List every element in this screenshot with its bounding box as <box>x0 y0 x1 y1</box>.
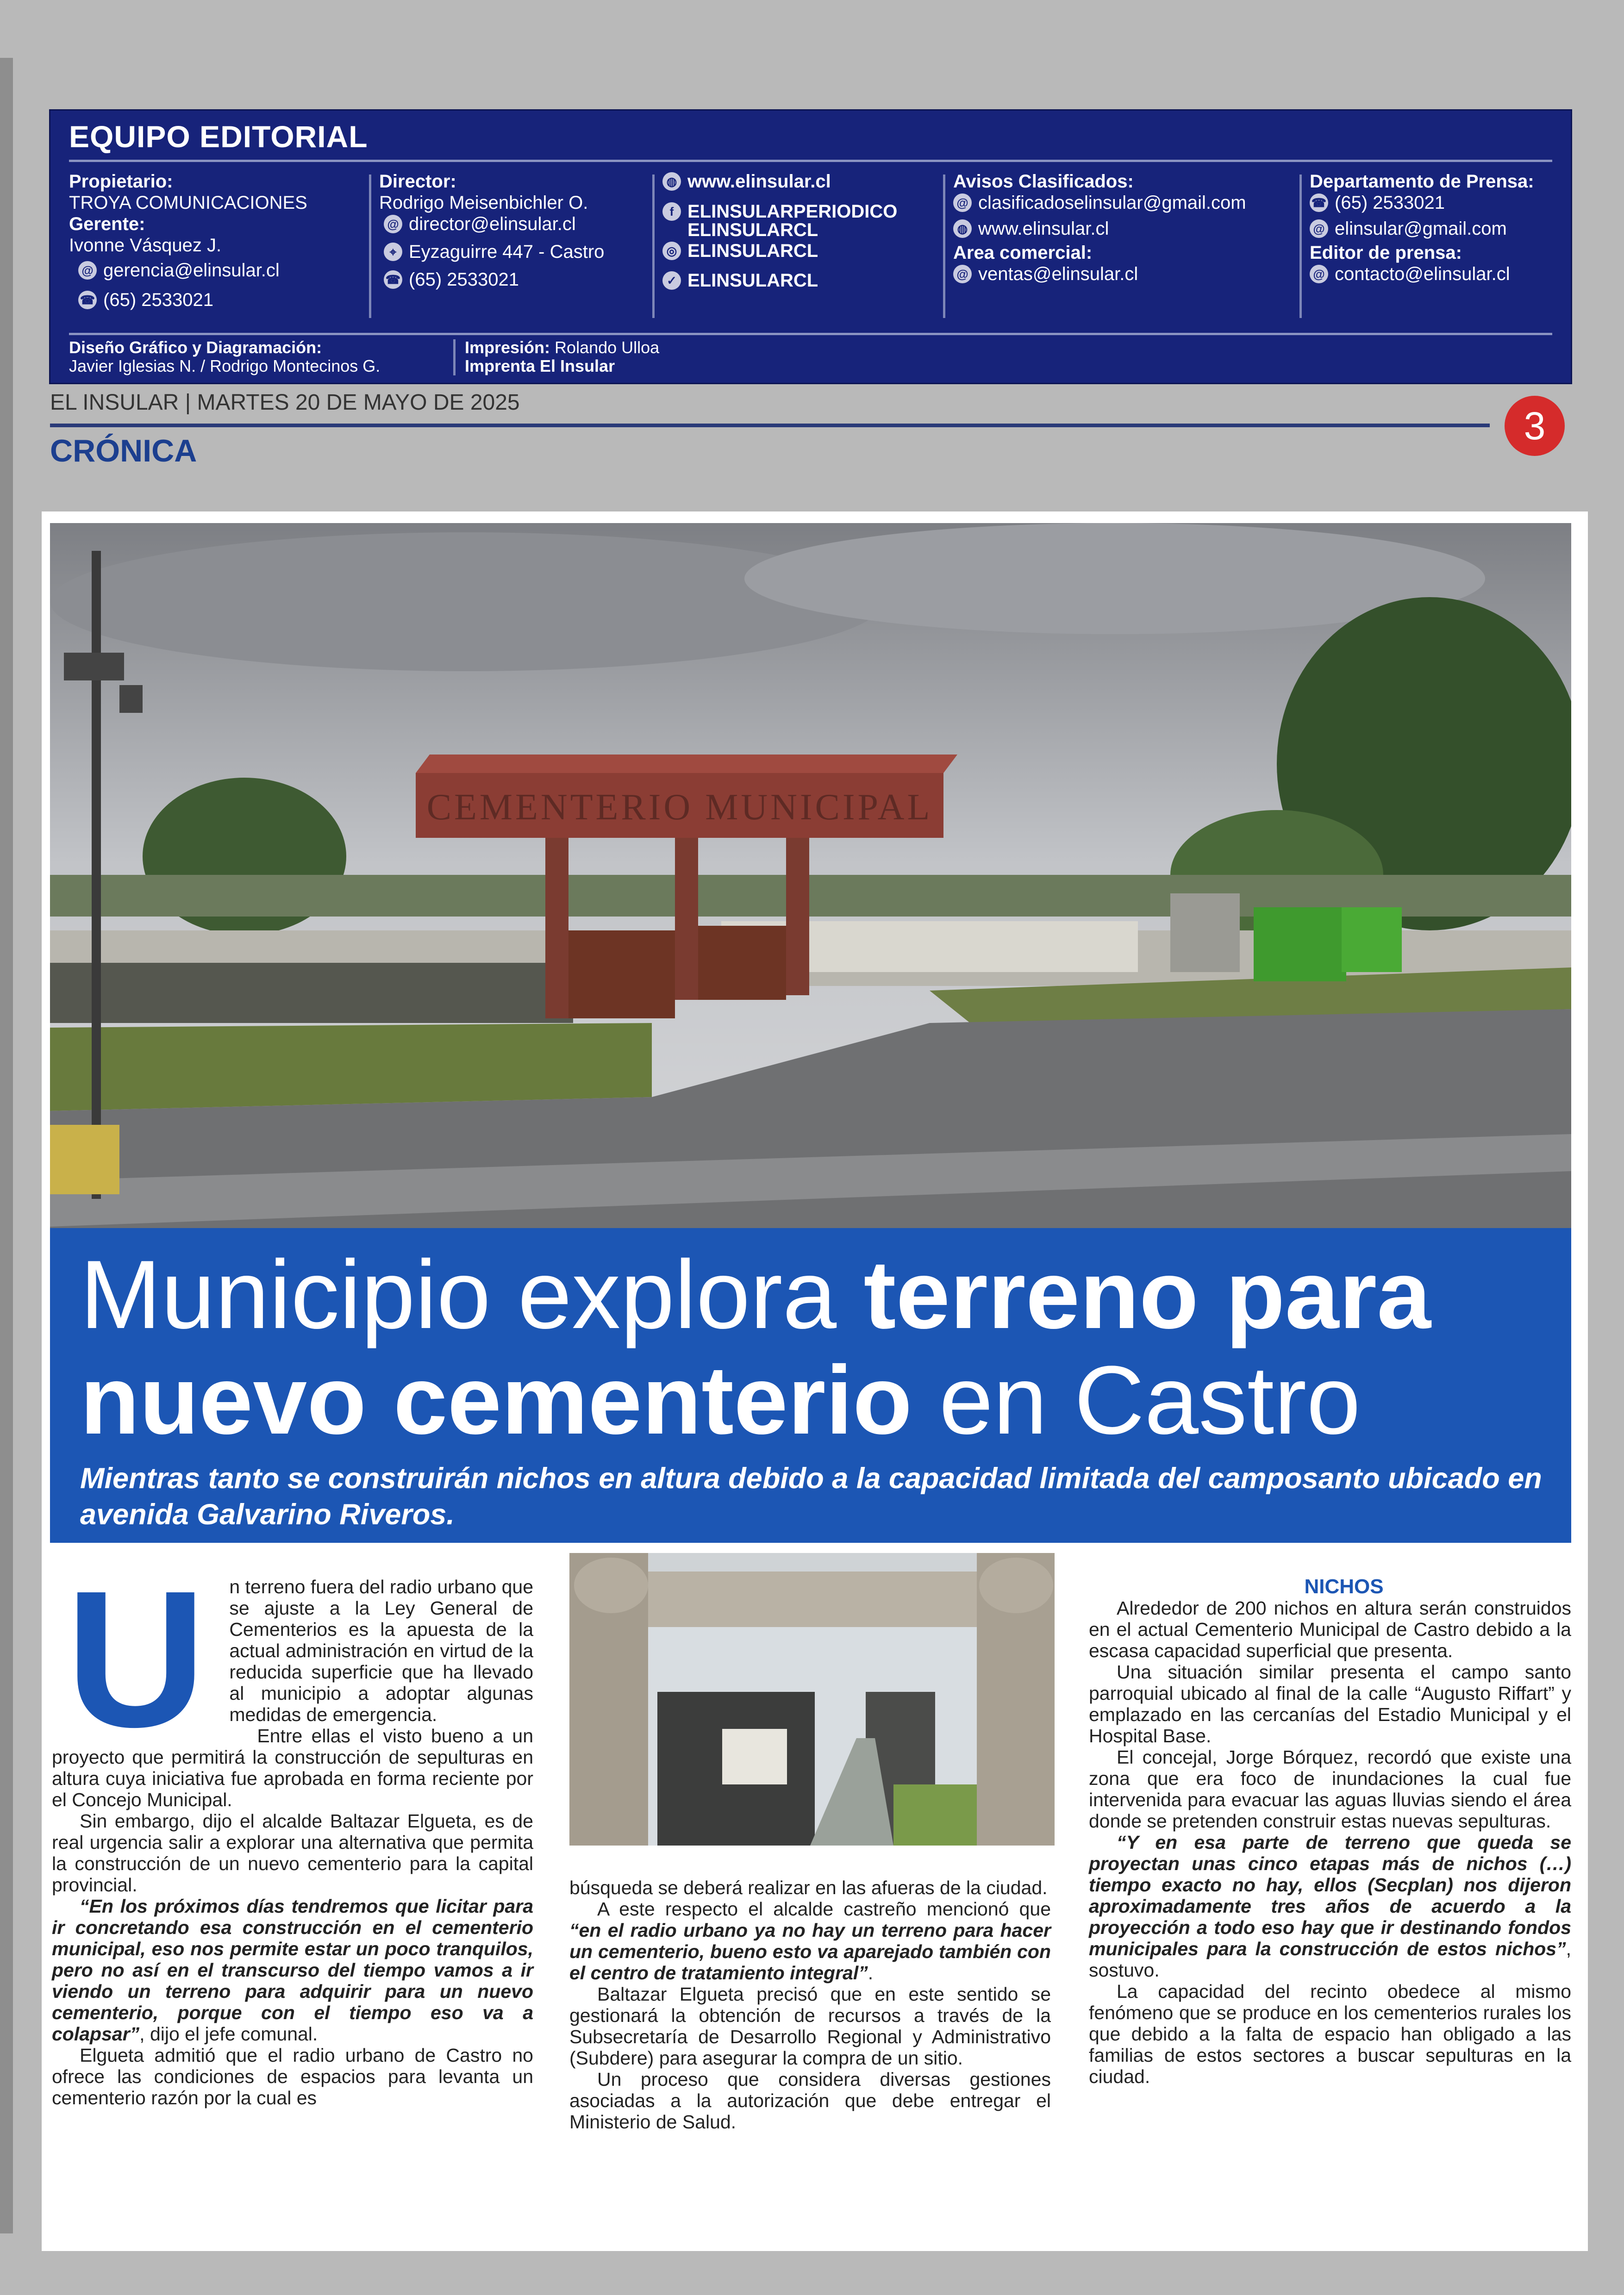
editor-label: Editor de prensa: <box>1310 243 1462 263</box>
quote: “en el radio urbano ya no hay un terreno para hacer un cementerio, bueno esto va aparejado también con el centro de tratamiento integral” <box>569 1920 1051 1983</box>
office-address: Eyzaguirre 447 - Castro <box>409 242 605 262</box>
column-separator <box>369 175 371 318</box>
column-separator <box>652 175 655 318</box>
press-name: Imprenta El Insular <box>465 356 615 375</box>
cemetery-entrance-photo <box>50 523 1571 1282</box>
manager-label: Gerente: <box>69 214 145 234</box>
commercial-email[interactable]: ventas@elinsular.cl <box>978 264 1138 284</box>
paragraph <box>1089 1832 1571 1981</box>
quote-attribution: , sostuvo. <box>1089 1938 1571 1981</box>
headline-part-1: Municipio explora <box>80 1240 864 1349</box>
email-icon: @ <box>953 193 972 212</box>
article-panel <box>42 511 1588 2251</box>
editorial-team-box <box>49 109 1572 384</box>
page-edge-shadow <box>0 58 13 2233</box>
press-label: Departamento de Prensa: <box>1310 171 1534 192</box>
column-separator <box>1299 175 1302 318</box>
print-credits <box>465 338 659 375</box>
press-email[interactable]: elinsular@gmail.com <box>1335 218 1507 239</box>
dropcap: U <box>66 1551 206 1768</box>
editorial-divider <box>69 333 1552 335</box>
headline-banner <box>50 1228 1571 1543</box>
cemetery-gate-photo <box>569 1553 1055 1846</box>
section-title: CRÓNICA <box>50 433 197 468</box>
paragraph: El concejal, Jorge Bórquez, recordó que existe una zona que era foco de inundaciones la cual fue intervenida para evacuar las aguas lluvias siendo el área donde se pretenden construir estas nuevas sepulturas. <box>1089 1746 1571 1832</box>
press-phone: (65) 2533021 <box>1335 193 1445 213</box>
cemetery-sign-text: CEMENTERIO MUNICIPAL <box>426 787 933 828</box>
headline-part-4: en Castro <box>912 1346 1361 1454</box>
classified-label: Avisos Clasificados: <box>953 171 1134 192</box>
facebook-handle-2[interactable]: ELINSULARCL <box>687 220 818 240</box>
paragraph: Una situación similar presenta el campo santo parroquial ubicado al final de la calle “Augusto Riffart” y emplazado en las cercanías del Estadio Municipal y el Hospital Base. <box>1089 1661 1571 1746</box>
designers: Javier Iglesias N. / Rodrigo Montecinos G. <box>69 356 381 375</box>
email-icon: @ <box>1310 219 1328 238</box>
phone-icon: ☎ <box>384 270 402 289</box>
paragraph: Alrededor de 200 nichos en altura serán construidos en el actual Cementerio Municipal de Castro debido a la escasa capacidad superficial que presenta. <box>1089 1597 1571 1661</box>
twitter-icon: ✓ <box>662 271 681 290</box>
printer-name: Rolando Ulloa <box>555 338 660 357</box>
article-column-1 <box>52 1551 533 2108</box>
paragraph: La capacidad del recinto obedece al mismo fenómeno que se produce en los cementerios rurales los que debido a la falta de espacio han obligado a las familias de estos sectores a buscar sepulturas en la ciudad. <box>1089 1981 1571 2087</box>
email-icon: @ <box>1310 265 1328 283</box>
editorial-col-social <box>662 171 897 291</box>
editorial-col-ads <box>953 171 1246 285</box>
column-separator <box>453 339 456 375</box>
paragraph: búsqueda se deberá realizar en las afueras de la ciudad. <box>569 1877 1048 1898</box>
twitter-handle[interactable]: ELINSULARCL <box>687 270 818 291</box>
editorial-divider <box>69 160 1552 162</box>
headline-part-2: terreno para <box>863 1240 1431 1349</box>
paragraph-text: A este respecto el alcalde castreño mencionó que <box>597 1898 1051 1920</box>
facebook-icon: f <box>662 202 681 221</box>
editorial-title: EQUIPO EDITORIAL <box>69 119 368 154</box>
globe-icon: ◍ <box>662 172 681 191</box>
phone-icon: ☎ <box>78 291 97 309</box>
paragraph <box>569 1898 1051 1983</box>
director-email[interactable]: director@elinsular.cl <box>409 214 576 234</box>
editorial-col-owner <box>69 171 307 311</box>
paragraph <box>52 1896 533 2045</box>
email-icon: @ <box>384 215 402 233</box>
print-label: Impresión: <box>465 338 550 357</box>
page-number-badge: 3 <box>1505 396 1565 456</box>
instagram-handle[interactable]: ELINSULARCL <box>687 241 818 261</box>
editor-email[interactable]: contacto@elinsular.cl <box>1335 264 1510 284</box>
subhead-nichos: NICHOS <box>1304 1575 1384 1598</box>
ads-website[interactable]: www.elinsular.cl <box>978 218 1109 239</box>
headline-deck: Mientras tanto se construirán nichos en altura debido a la capacidad limitada del camposanto ubicado en avenida Galvarino Riveros. <box>80 1462 1542 1531</box>
paragraph: Sin embargo, dijo el alcalde Baltazar Elgueta, es de real urgencia salir a explorar una alternativa que permita la construcción de un nuevo cementerio para la capital provincial. <box>52 1810 533 1896</box>
globe-icon: ◍ <box>953 219 972 238</box>
phone-icon: ☎ <box>1310 193 1328 212</box>
email-icon: @ <box>953 265 972 283</box>
location-pin-icon: ⌖ <box>384 243 402 261</box>
owner-label: Propietario: <box>69 171 173 192</box>
paragraph: n terreno fuera del radio urbano que se ajuste a la Ley General de Cementerios es la apuesta de la actual administración en virtud de la reducida superficie que ha llevado al municipio a adoptar algunas medidas de emergencia. <box>229 1576 533 1725</box>
quote: “En los próximos días tendremos que licitar para ir concretando esa construcción en el cementerio municipal, eso nos permite estar un poco tranquilos, pero no así en el transcurso del tiempo vamos a ir viendo un terreno para adquirir para un nuevo cementerio, porque con el tiempo eso va a colapsar” <box>52 1896 533 2045</box>
masthead-date: EL INSULAR | MARTES 20 DE MAYO DE 2025 <box>50 390 520 415</box>
email-icon: @ <box>78 261 97 280</box>
paragraph: Entre ellas el visto bueno a un proyecto que permitirá la construcción de sepulturas en altura cuya iniciativa fue aprobada en forma reciente por el Concejo Municipal. <box>52 1725 533 1810</box>
director-name: Rodrigo Meisenbichler O. <box>379 193 588 213</box>
punctuation: . <box>868 1962 874 1983</box>
director-label: Director: <box>379 171 456 192</box>
headline-part-3: nuevo cementerio <box>80 1346 912 1454</box>
classified-email[interactable]: clasificadoselinsular@gmail.com <box>978 193 1246 213</box>
editorial-col-director <box>379 171 604 290</box>
commercial-label: Area comercial: <box>953 243 1093 263</box>
facebook-handle[interactable]: ELINSULARPERIODICO <box>687 201 898 222</box>
design-credits <box>69 338 380 375</box>
column-separator <box>943 175 945 318</box>
editorial-col-press <box>1310 171 1534 285</box>
paragraph: Baltazar Elgueta precisó que en este sentido se gestionará la obtención de recursos a través de la Subsecretaría de Desarrollo Regional y Administrativo (Subdere) para asegurar la compra de un sitio. <box>569 1983 1051 2069</box>
owner-name: TROYA COMUNICACIONES <box>69 193 307 213</box>
paragraph: Un proceso que considera diversas gestiones asociadas a la autorización que debe entregar el Ministerio de Salud. <box>569 2069 1051 2133</box>
manager-email[interactable]: gerencia@elinsular.cl <box>103 260 280 281</box>
quote: “Y en esa parte de terreno que queda se proyectan unas cinco etapas más de nichos (…) tiempo exacto no hay, ellos (Secplan) nos dijeron aproximadamente tres años de acuerdo a la proyección a todo eso hay que ir destinando fondos municipales para la construcción de estos nichos” <box>1089 1832 1571 1959</box>
paragraph: Elgueta admitió que el radio urbano de Castro no ofrece las condiciones de espacios para levanta un cementerio razón por la cual es <box>52 2045 533 2108</box>
design-label: Diseño Gráfico y Diagramación: <box>69 338 322 357</box>
quote-attribution: , dijo el jefe comunal. <box>139 2023 318 2045</box>
article-column-3 <box>1089 1576 1571 2087</box>
instagram-icon: ◎ <box>662 242 681 260</box>
website-link[interactable]: www.elinsular.cl <box>687 171 831 192</box>
article-column-2 <box>569 1877 1051 2133</box>
masthead-rule <box>50 424 1490 427</box>
manager-name: Ivonne Vásquez J. <box>69 235 222 256</box>
manager-phone: (65) 2533021 <box>103 290 213 310</box>
headline <box>80 1242 1562 1453</box>
director-phone: (65) 2533021 <box>409 269 519 290</box>
